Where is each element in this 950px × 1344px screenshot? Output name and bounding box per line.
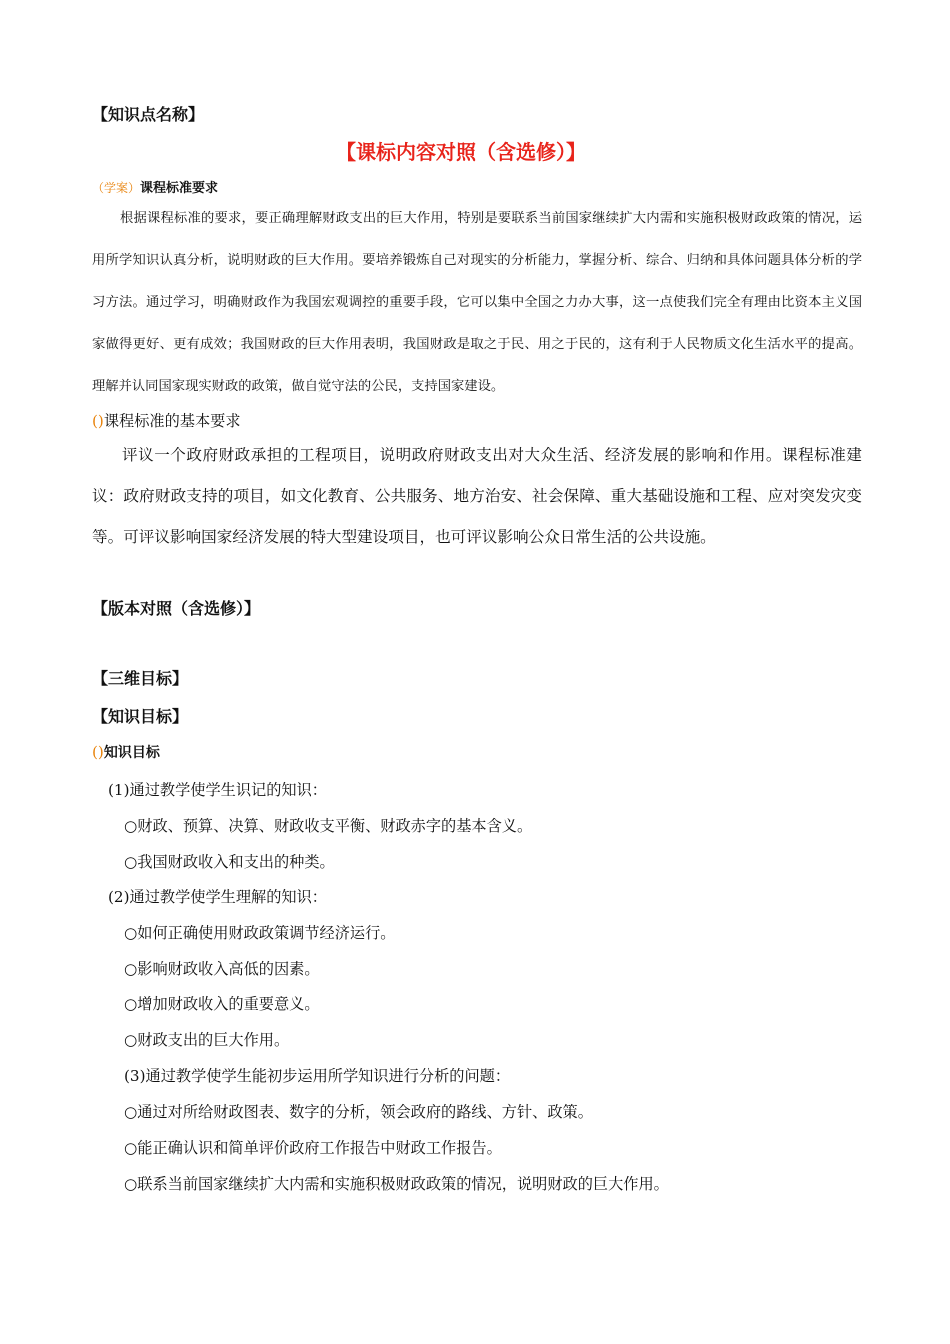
goal-1-item: ○财政、预算、决算、财政收支平衡、财政赤字的基本含义。 — [124, 817, 533, 835]
knowledge-goals-subheading — [92, 742, 160, 762]
goal-2-item: ○影响财政收入高低的因素。 — [124, 960, 320, 978]
study-tag: （学案） — [92, 181, 141, 195]
three-goals-heading: 【三维目标】 — [92, 669, 189, 688]
basic-requirement-heading — [92, 410, 241, 431]
goal-3-item: ○能正确认识和简单评价政府工作报告中财政工作报告。 — [124, 1139, 502, 1157]
basic-requirement-label: 课程标准的基本要求 — [103, 412, 241, 430]
knowledge-goals-marker: () — [92, 743, 104, 761]
basic-requirement-paragraph: 评议一个政府财政承担的工程项目，说明政府财政支出对大众生活、经济发展的影响和作用。课程标准建议：政府财政支持的项目，如文化教育、公共服务、地方治安、社会保障、重大基础设施和工程、应对突发灾变等。可评议影响国家经济发展的特大型建设项目，也可评议影响公众日常生活的公共设施。 — [92, 446, 862, 546]
goal-2-heading: (2)通过教学使学生理解的知识： — [108, 888, 327, 906]
goal-3-heading: (3)通过教学使学生能初步运用所学知识进行分析的问题： — [124, 1067, 511, 1085]
goal-1-heading: (1)通过教学使学生识记的知识： — [108, 781, 327, 799]
goal-3-item: ○通过对所给财政图表、数字的分析，领会政府的路线、方针、政策。 — [124, 1103, 593, 1121]
version-compare-heading: 【版本对照（含选修）】 — [92, 599, 261, 618]
curriculum-requirement-label: 课程标准要求 — [140, 181, 219, 196]
intro-paragraph: 根据课程标准的要求，要正确理解财政支出的巨大作用，特别是要联系当前国家继续扩大内需和实施积极财政政策的情况，运用所学知识认真分析，说明财政的巨大作用。要培养锻炼自己对现实的分析能力，掌握分析、综合、归纳和具体问题具体分析的学习方法。通过学习，明确财政作为我国宏观调控的重要手段，它可以集中全国之力办大事，这一点使我们完全有理由比资本主义国家做得更好、更有成效；我国财政的巨大作用表明，我国财政是取之于民、用之于民的，这有利于人民物质文化生活水平的提高。理解并认同国家现实财政的政策，做自觉守法的公民，支持国家建设。 — [92, 211, 862, 394]
goal-2-item: ○增加财政收入的重要意义。 — [124, 995, 320, 1013]
goal-3-item: ○联系当前国家继续扩大内需和实施积极财政政策的情况，说明财政的巨大作用。 — [124, 1175, 669, 1193]
goal-2-item: ○财政支出的巨大作用。 — [124, 1031, 290, 1049]
knowledge-goals-label: 知识目标 — [103, 745, 160, 761]
knowledge-goals-heading: 【知识目标】 — [92, 707, 189, 726]
goal-2-item: ○如何正确使用财政政策调节经济运行。 — [124, 924, 396, 942]
curriculum-requirement-heading — [92, 177, 218, 196]
knowledge-name-heading: 【知识点名称】 — [92, 105, 205, 124]
page-title: 【课标内容对照（含选修）】 — [336, 140, 586, 164]
basic-requirement-marker: () — [92, 412, 104, 430]
goal-1-item: ○我国财政收入和支出的种类。 — [124, 853, 335, 871]
